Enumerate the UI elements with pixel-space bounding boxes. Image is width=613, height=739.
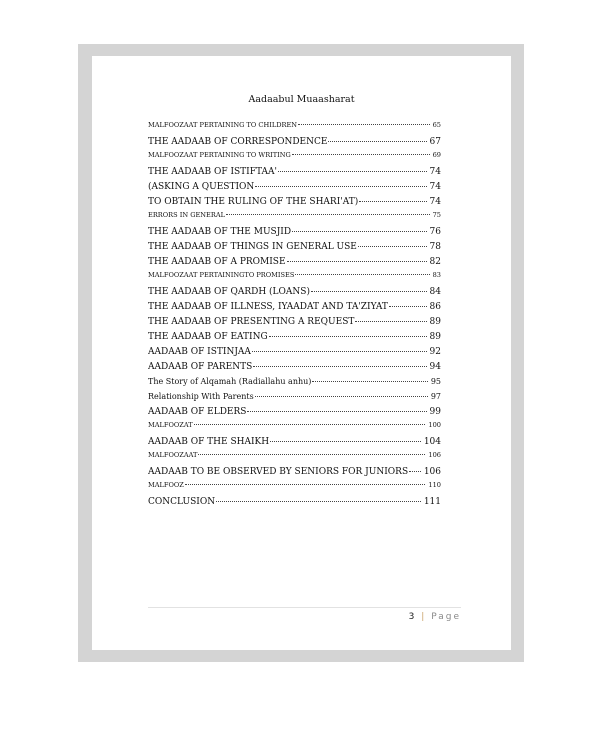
toc-entry-page: 97 — [430, 392, 441, 401]
toc-entry-title: THE AADAAB OF PRESENTING A REQUEST — [148, 317, 355, 327]
toc-entry-title: The Story of Alqamah (Radiallahu anhu) — [148, 377, 312, 386]
toc-entry-title: MALFOOZAAT PERTAINING TO CHILDREN — [148, 121, 298, 129]
toc-entry — [148, 300, 441, 315]
toc-entry — [148, 450, 441, 465]
toc-entry — [148, 480, 441, 495]
toc-leader-dots — [247, 411, 426, 412]
toc-leader-dots — [270, 441, 421, 442]
toc-entry — [148, 465, 441, 480]
toc-entry-page: 110 — [428, 481, 441, 489]
toc-entry-title: AADAAB OF ISTINJAA — [148, 347, 251, 357]
toc-entry-title: AADAAB TO BE OBSERVED BY SENIORS FOR JUNIORS — [148, 467, 409, 477]
toc-entry-page: 92 — [429, 347, 441, 357]
toc-leader-dots — [185, 484, 426, 485]
toc-entry — [148, 165, 441, 180]
toc-entry-title: THE AADAAB OF ISTIFTAA' — [148, 167, 277, 177]
toc-entry-page: 95 — [430, 377, 441, 386]
toc-entry — [148, 495, 441, 510]
toc-leader-dots — [389, 306, 427, 307]
toc-entry — [148, 255, 441, 270]
toc-leader-dots — [226, 214, 430, 215]
toc-entry-title: THE AADAAB OF CORRESPONDENCE — [148, 137, 328, 147]
toc-entry — [148, 150, 441, 165]
toc-entry — [148, 345, 441, 360]
toc-entry-title: CONCLUSION — [148, 497, 216, 507]
toc-leader-dots — [295, 274, 429, 275]
toc-entry — [148, 180, 441, 195]
toc-entry-page: 106 — [428, 451, 441, 459]
toc-entry-page: 65 — [432, 121, 441, 129]
toc-leader-dots — [287, 261, 427, 262]
table-of-contents — [148, 120, 441, 510]
toc-entry-page: 104 — [423, 437, 441, 447]
footer-divider — [148, 607, 461, 608]
toc-entry-page: 74 — [429, 197, 441, 207]
toc-leader-dots — [298, 124, 430, 125]
footer-separator: | — [421, 612, 426, 622]
toc-entry-page: 86 — [429, 302, 441, 312]
toc-entry-title: MALFOOZ — [148, 481, 184, 489]
toc-entry-title: THE AADAAB OF QARDH (LOANS) — [148, 287, 310, 297]
page-frame — [78, 44, 524, 662]
toc-leader-dots — [312, 381, 427, 382]
toc-leader-dots — [355, 321, 426, 322]
toc-entry-page: 69 — [432, 151, 441, 159]
toc-leader-dots — [216, 501, 421, 502]
toc-entry-page: 67 — [429, 137, 441, 147]
toc-leader-dots — [359, 201, 426, 202]
toc-entry-title: ERRORS IN GENERAL — [148, 211, 225, 219]
toc-leader-dots — [255, 186, 426, 187]
toc-entry-page: 74 — [429, 182, 441, 192]
toc-entry-page: 74 — [429, 167, 441, 177]
page-title: Aadaabul Muaasharat — [248, 94, 355, 105]
toc-entry-title: THE AADAAB OF ILLNESS, IYAADAT AND TA'ZIYAT — [148, 302, 388, 312]
toc-entry — [148, 435, 441, 450]
toc-entry-title: THE AADAAB OF THE MUSJID — [148, 227, 292, 237]
toc-entry-page: 89 — [429, 332, 441, 342]
toc-leader-dots — [198, 454, 425, 455]
page-word: Page — [431, 612, 461, 622]
toc-entry — [148, 225, 441, 240]
toc-entry — [148, 210, 441, 225]
toc-entry — [148, 135, 441, 150]
toc-entry-page: 106 — [423, 467, 441, 477]
toc-entry — [148, 285, 441, 300]
toc-entry-page: 75 — [432, 211, 441, 219]
toc-entry-title: MALFOOZAAT — [148, 451, 198, 459]
toc-entry-page: 99 — [429, 407, 441, 417]
toc-entry-title: THE AADAAB OF THINGS IN GENERAL USE — [148, 242, 357, 252]
toc-leader-dots — [194, 424, 426, 425]
toc-entry-page: 82 — [429, 257, 441, 267]
toc-entry-page: 100 — [428, 421, 441, 429]
toc-entry — [148, 120, 441, 135]
toc-entry — [148, 240, 441, 255]
toc-entry — [148, 270, 441, 285]
toc-entry-page: 83 — [432, 271, 441, 279]
toc-leader-dots — [328, 141, 426, 142]
toc-leader-dots — [278, 171, 427, 172]
toc-leader-dots — [292, 231, 426, 232]
toc-entry — [148, 375, 441, 390]
toc-leader-dots — [253, 366, 426, 367]
toc-entry-page: 89 — [429, 317, 441, 327]
toc-leader-dots — [409, 471, 421, 472]
toc-entry — [148, 405, 441, 420]
toc-entry-page: 94 — [429, 362, 441, 372]
toc-entry-title: TO OBTAIN THE RULING OF THE SHARI'AT) — [148, 197, 359, 207]
page-number: 3 — [408, 612, 416, 622]
toc-entry-title: (ASKING A QUESTION — [148, 182, 255, 192]
toc-entry — [148, 315, 441, 330]
toc-entry-title: THE AADAAB OF A PROMISE — [148, 257, 286, 267]
toc-entry-title: MALFOOZAT — [148, 421, 193, 429]
toc-entry — [148, 195, 441, 210]
toc-leader-dots — [252, 351, 427, 352]
toc-leader-dots — [269, 336, 427, 337]
toc-entry-page: 84 — [429, 287, 441, 297]
toc-entry-title: MALFOOZAAT PERTAININGTO PROMISES — [148, 271, 295, 279]
document-page — [92, 56, 511, 650]
toc-leader-dots — [311, 291, 427, 292]
toc-entry-title: Relationship With Parents — [148, 392, 254, 401]
toc-entry — [148, 360, 441, 375]
toc-leader-dots — [358, 246, 427, 247]
toc-entry-page: 111 — [423, 497, 441, 507]
toc-leader-dots — [292, 154, 430, 155]
toc-entry-title: AADAAB OF THE SHAIKH — [148, 437, 270, 447]
toc-entry-page: 76 — [429, 227, 441, 237]
toc-entry-title: AADAAB OF ELDERS — [148, 407, 247, 417]
page-footer — [409, 612, 461, 622]
toc-entry — [148, 420, 441, 435]
toc-entry-title: MALFOOZAAT PERTAINING TO WRITING — [148, 151, 291, 159]
toc-entry — [148, 390, 441, 405]
toc-entry — [148, 330, 441, 345]
toc-entry-title: THE AADAAB OF EATING — [148, 332, 268, 342]
toc-entry-title: AADAAB OF PARENTS — [148, 362, 253, 372]
toc-leader-dots — [255, 396, 428, 397]
toc-entry-page: 78 — [429, 242, 441, 252]
